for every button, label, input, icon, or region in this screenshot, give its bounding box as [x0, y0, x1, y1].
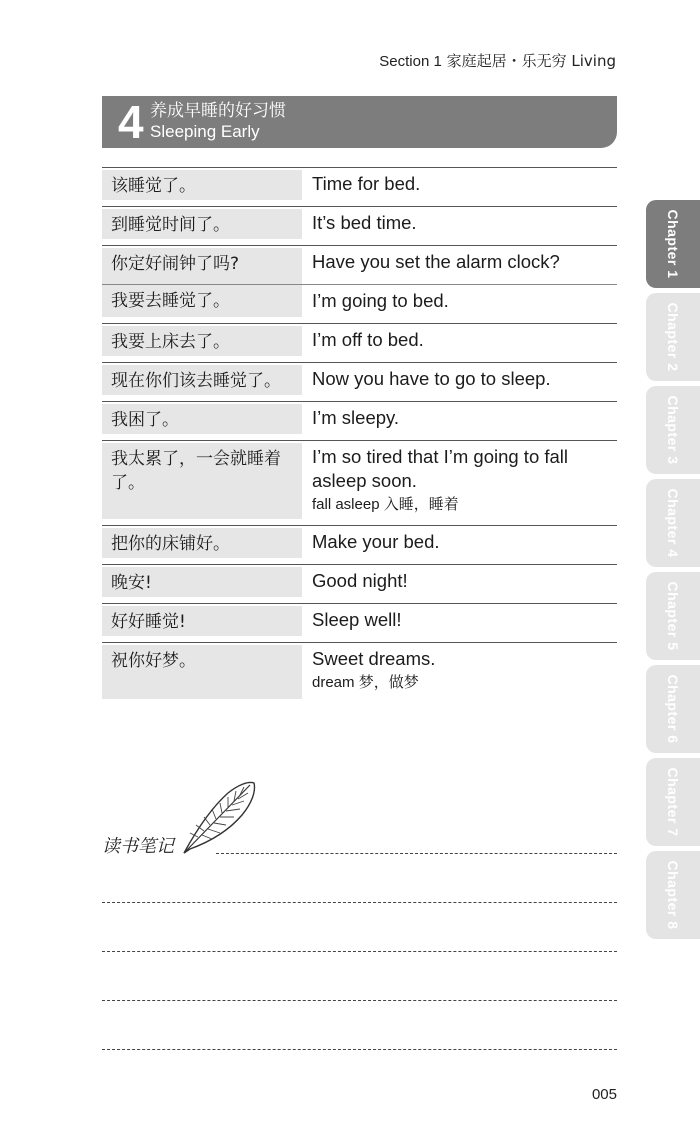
chapter-tab-label: Chapter 1 [665, 209, 681, 279]
reading-notes-label: 读书笔记 [102, 836, 174, 857]
phrase-en: I’m sleepy. [312, 407, 400, 428]
phrase-en: Now you have to go to sleep. [312, 368, 551, 389]
phrase-en: It’s bed time. [312, 212, 417, 233]
phrase-row [102, 643, 617, 699]
vocab-note-en: fall asleep [312, 496, 380, 513]
vocab-note [312, 672, 613, 693]
phrase-en-cell [302, 643, 617, 699]
phrase-en-cell [302, 441, 617, 525]
phrase-zh: 好好睡觉! [102, 606, 302, 636]
phrase-zh: 我困了。 [102, 404, 302, 434]
section-title: 家庭起居・乐无穷 Living [446, 52, 616, 70]
phrase-row [102, 363, 617, 402]
lesson-title-en: Sleeping Early [150, 122, 260, 141]
phrase-en: Sleep well! [312, 609, 402, 630]
phrase-zh: 我太累了，一会就睡着了。 [102, 443, 302, 519]
phrase-row [102, 565, 617, 604]
phrase-row [102, 324, 617, 363]
phrase-row [102, 402, 617, 441]
chapter-tab-label: Chapter 6 [665, 674, 681, 744]
phrase-en: I’m off to bed. [312, 329, 424, 350]
vocab-note-en: dream [312, 674, 355, 691]
phrase-row [102, 246, 617, 285]
chapter-tab-label: Chapter 5 [665, 581, 681, 651]
phrase-en: I’m so tired that I’m going to fall asleep soon. [312, 446, 569, 491]
phrase-row [102, 207, 617, 246]
note-line[interactable] [102, 951, 617, 952]
chapter-tab-label: Chapter 3 [665, 395, 681, 465]
chapter-tab-1[interactable] [646, 200, 700, 288]
vocab-note-zh: 梦，做梦 [358, 673, 419, 691]
phrase-zh: 把你的床铺好。 [102, 528, 302, 558]
lesson-number: 4 [118, 96, 144, 148]
chapter-tab-8[interactable] [646, 851, 700, 939]
vocab-note-zh: 入睡，睡着 [383, 495, 459, 513]
phrase-zh: 到睡觉时间了。 [102, 209, 302, 239]
chapter-tab-4[interactable] [646, 479, 700, 567]
note-line[interactable] [102, 902, 617, 903]
chapter-tab-3[interactable] [646, 386, 700, 474]
chapter-tab-label: Chapter 4 [665, 488, 681, 558]
chapter-tabs [646, 200, 700, 944]
phrase-zh: 祝你好梦。 [102, 645, 302, 699]
phrase-table [102, 167, 617, 699]
lesson-title-zh: 养成早睡的好习惯 [150, 101, 286, 121]
phrase-row [102, 604, 617, 643]
phrase-zh: 你定好闹钟了吗? [102, 248, 302, 284]
phrase-row [102, 441, 617, 526]
note-line[interactable] [216, 853, 617, 854]
phrase-row [102, 285, 617, 324]
chapter-tab-7[interactable] [646, 758, 700, 846]
chapter-tab-6[interactable] [646, 665, 700, 753]
note-line[interactable] [102, 1000, 617, 1001]
note-line[interactable] [102, 1049, 617, 1050]
chapter-tab-label: Chapter 7 [665, 767, 681, 837]
phrase-en: Good night! [312, 570, 408, 591]
phrase-en: Sweet dreams. [312, 648, 436, 669]
phrase-row [102, 526, 617, 565]
phrase-en: Time for bed. [312, 173, 421, 194]
phrase-en: I’m going to bed. [312, 290, 449, 311]
lesson-title-bar [102, 96, 617, 148]
phrase-zh: 晚安! [102, 567, 302, 597]
phrase-en: Make your bed. [312, 531, 440, 552]
phrase-zh: 我要上床去了。 [102, 326, 302, 356]
chapter-tab-label: Chapter 8 [665, 860, 681, 930]
phrase-row [102, 168, 617, 207]
chapter-tab-label: Chapter 2 [665, 302, 681, 372]
feather-quill-icon [178, 775, 260, 857]
section-label: Section 1 [379, 53, 442, 70]
phrase-zh: 现在你们该去睡觉了。 [102, 365, 302, 395]
page-number: 005 [591, 1086, 617, 1103]
page-header [379, 50, 616, 71]
chapter-tab-2[interactable] [646, 293, 700, 381]
phrase-zh: 该睡觉了。 [102, 170, 302, 200]
vocab-note [312, 494, 613, 515]
chapter-tab-5[interactable] [646, 572, 700, 660]
phrase-en: Have you set the alarm clock? [312, 251, 560, 272]
phrase-zh: 我要去睡觉了。 [102, 285, 302, 317]
